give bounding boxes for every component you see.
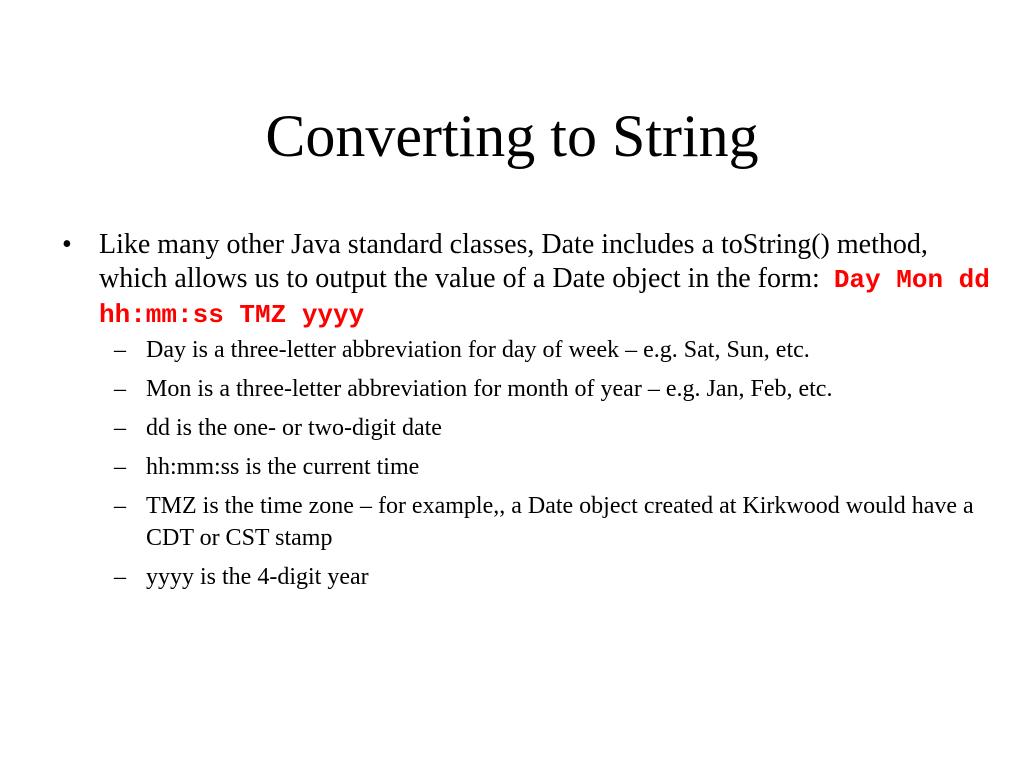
sub-bullet-text: dd is the one- or two-digit date [146,415,442,441]
sub-bullet-item [62,561,992,593]
sub-bullet-text: hh:mm:ss is the current time [146,454,420,480]
dash-icon: – [114,376,126,402]
sub-bullet-item [62,490,992,554]
sub-bullet-text: yyyy is the 4-digit year [146,564,369,590]
sub-bullet-item [62,373,992,405]
main-bullet-text: Like many other Java standard classes, Date includes a toString() method, which allows us to output the value of a Date object in the form: [99,229,928,294]
main-bullet [62,228,992,332]
sub-bullet-item [62,412,992,444]
sub-bullet-text: Day is a three-letter abbreviation for day of week – e.g. Sat, Sun, etc. [146,337,810,363]
sub-bullet-text: Mon is a three-letter abbreviation for month of year – e.g. Jan, Feb, etc. [146,376,833,402]
dash-icon: – [114,337,126,363]
slide-body [62,228,992,600]
sub-bullet-text: TMZ is the time zone – for example,, a Date object created at Kirkwood would have a CDT or CST stamp [146,493,974,551]
dash-icon: – [114,415,126,441]
sub-bullet-item [62,334,992,366]
slide-title: Converting to String [265,103,759,169]
bullet-dot-icon: • [62,229,72,260]
dash-icon: – [114,454,126,480]
date-format-code: Day Mon dd hh:mm:ss TMZ yyyy [99,265,990,330]
sub-bullet-list [62,334,992,593]
dash-icon: – [114,564,126,590]
sub-bullet-item [62,451,992,483]
dash-icon: – [114,493,126,519]
